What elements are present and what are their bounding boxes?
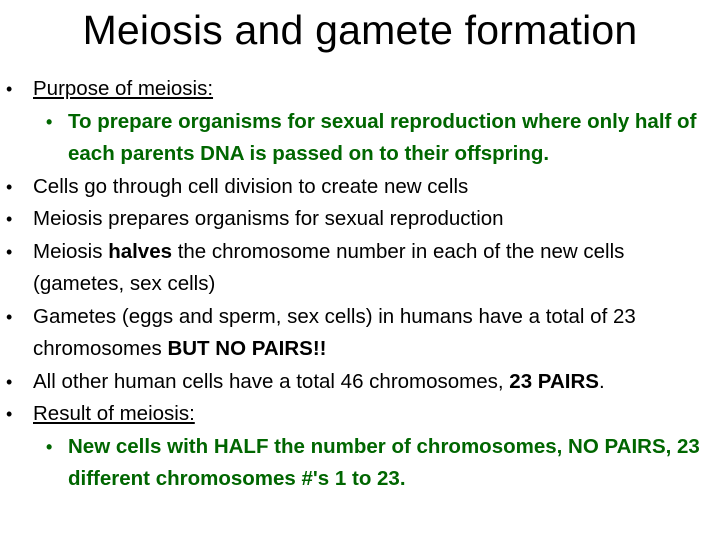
heading-purpose: Purpose of meiosis: [33, 77, 214, 100]
list-item-text: New cells with HALF the number of chromosomes, NO PAIRS, 23 different chromosomes #'s 1 to 23. [68, 434, 700, 490]
list-item-text: To prepare organisms for sexual reproduction where only half of each parents DNA is passed on to their offspring. [68, 109, 697, 165]
list-item-other-cells [0, 366, 720, 399]
emphasis-text: BUT NO PAIRS!! [167, 337, 327, 360]
list-item-meiosis-prepares [0, 203, 720, 236]
emphasis-text: 23 PAIRS [509, 369, 599, 393]
bullet-list [0, 73, 720, 496]
text-part: the chromosome number in each of the new cells (gametes, sex cells) [33, 239, 625, 295]
text-part: . [598, 369, 605, 393]
list-item-text [33, 366, 716, 399]
bullet-icon: • [46, 436, 53, 457]
bullet-icon: • [6, 306, 13, 327]
list-item-text: Cells go through cell division to create new cells [33, 174, 469, 198]
sub-item-purpose-detail [0, 106, 720, 171]
text-part: Meiosis [33, 239, 109, 263]
heading-result: Result of meiosis: [33, 402, 195, 425]
bullet-icon: • [6, 209, 13, 229]
list-item-halves [0, 236, 720, 301]
bullet-icon: • [46, 111, 53, 132]
slide-title: Meiosis and gamete formation [82, 7, 638, 53]
text-part: Gametes (eggs and sperm, sex cells) in humans have a total of 23 chromosomes [33, 304, 636, 360]
list-item-gametes [0, 301, 720, 366]
bullet-icon: • [6, 79, 13, 99]
bullet-icon: • [6, 176, 13, 197]
list-item-purpose [0, 73, 720, 106]
sub-item-result-detail [0, 431, 720, 496]
list-item-cell-division [0, 171, 720, 204]
list-item-text [33, 301, 716, 366]
list-item-result [0, 398, 720, 431]
text-part: All other human cells have a total 46 chromosomes, [33, 369, 510, 393]
list-item-text: Meiosis prepares organisms for sexual reproduction [33, 207, 504, 230]
bullet-icon: • [6, 371, 13, 392]
bullet-icon: • [6, 241, 13, 262]
list-item-text [33, 236, 716, 301]
emphasis-text: halves [108, 239, 173, 263]
bullet-icon: • [6, 404, 13, 424]
